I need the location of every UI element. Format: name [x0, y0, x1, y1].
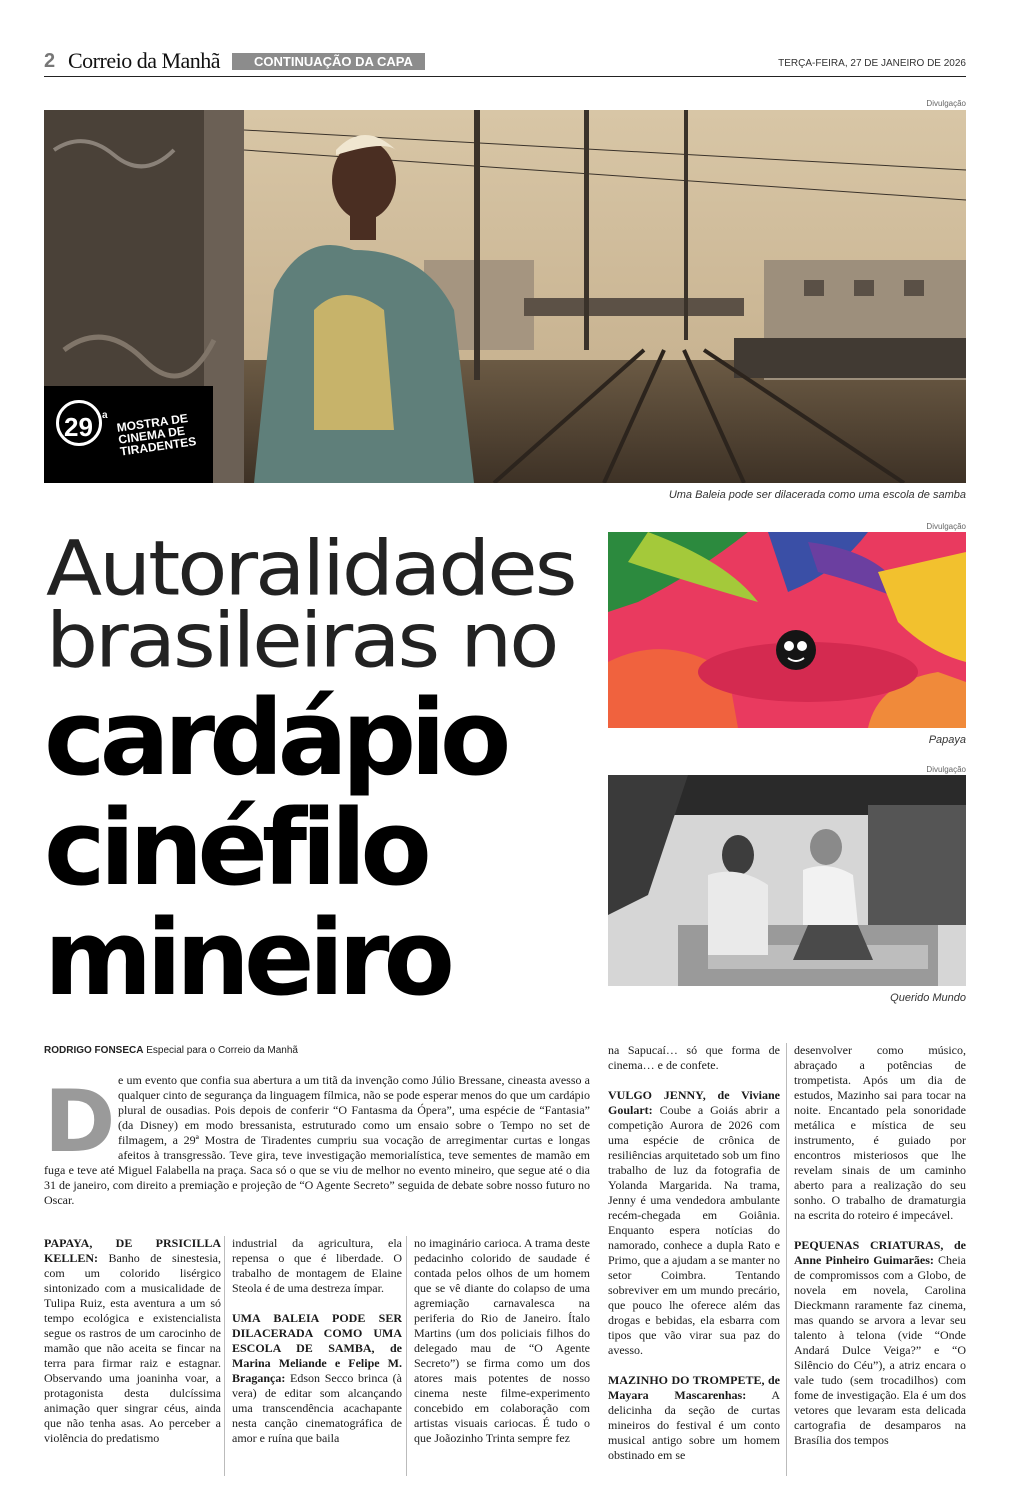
headline-line-4: cinéfilo — [44, 787, 426, 909]
badge-number: 29 — [64, 412, 93, 442]
column-1 — [44, 1236, 221, 1476]
issue-date: TERÇA-FEIRA, 27 DE JANEIRO DE 2026 — [778, 58, 966, 69]
masthead-rule — [44, 76, 966, 77]
papaya-credit: Divulgação — [926, 522, 966, 531]
drop-cap: D — [44, 1072, 116, 1172]
badge-ordinal: a — [102, 410, 108, 421]
papaya-illustration — [608, 532, 966, 728]
column-3-paragraph: no imaginário carioca. A trama deste pedacinho colorido de saudade é contada pelos olhos de um homem que se vê diante do colapso de uma agremiação carnavalesca na periferia do Rio de Janeiro. Ítalo Martins (um dos policiais filhos do delegado mau de “O Agente Secreto”) se firma como um dos atores mais potentes de nosso cinema neste filme-experimento concebido em colaboração com artistas visuais cariocas. É tudo o que Joãozinho Trinta sempre fez — [414, 1236, 590, 1445]
querido-credit: Divulgação — [926, 765, 966, 774]
mazinho-title: MAZINHO DO TROMPETE, de Mayara Mascarenhas: — [608, 1373, 780, 1402]
querido-mundo-caption: Querido Mundo — [890, 992, 966, 1004]
headline-line-5: mineiro — [44, 897, 449, 1019]
column-3 — [414, 1236, 590, 1476]
headline-line-2: brasileiras no — [46, 597, 557, 685]
column-4-paragraph: na Sapucaí… só que forma de cinema… e de confete. — [608, 1043, 780, 1072]
querido-mundo-illustration — [608, 775, 966, 986]
page-number: 2 — [44, 50, 56, 72]
baleia-body: Edson Secco brinca (à vera) de editar som alcançando uma transcendência acachapante nesta canção cinematográfica de amor e ruína que baila — [232, 1371, 402, 1445]
column-divider — [786, 1043, 787, 1476]
byline-role: Especial para o Correio da Manhã — [146, 1045, 298, 1056]
mazinho-body: A delicinha da seção de curtas mineiros do festival é um conto musical antigo sobre um homem obstinado em se — [608, 1388, 780, 1462]
festival-badge — [44, 386, 213, 483]
column-divider — [406, 1236, 407, 1476]
vulgo-jenny-title: VULGO JENNY, de Viviane Goulart: — [608, 1088, 780, 1117]
papaya-title: PAPAYA, DE PRSICILLA KELLEN: — [44, 1236, 221, 1265]
column-4 — [608, 1043, 780, 1476]
badge-text: MOSTRA DE CINEMA DE TIRADENTES — [115, 411, 198, 459]
pequenas-criaturas-body: Cheia de compromissos com a Globo, de novela em novela, Carolina Dieckmann raramente faz cinema, mas quando se arvora a levar seu talento à telona (vide “Onde Andará Dulce Veiga?” e “O Silêncio do Céu”), a atriz encara o vale tudo (sem trocadilhos) com fome de investigação. Ela é um dos vetores que levaram esta delicada cartografia de desamparos na Brasília dos tempos — [794, 1253, 966, 1447]
main-photo-caption: Uma Baleia pode ser dilacerada como uma escola de samba — [668, 489, 966, 501]
baleia-title: UMA BALEIA PODE SER DILACERADA COMO UMA ESCOLA DE SAMBA, de Marina Meliande e Felipe M. Bragança: — [232, 1311, 402, 1385]
masthead — [44, 50, 966, 74]
photo-credit: Divulgação — [926, 99, 966, 108]
column-5 — [794, 1043, 966, 1476]
column-divider — [224, 1236, 225, 1476]
section-tag: CONTINUAÇÃO DA CAPA — [232, 53, 425, 70]
column-5-paragraph: desenvolver como músico, abraçado a potências de trompetista. Após um dia de estudos, Mazinho sai para tocar na noite. Encantado pela sonoridade metálica e mística de seu instrumento, é guiado por encontros misteriosos que lhe revelam sinais de um caminho aberto para a realização do seu sonho. O trabalho de dramaturgia na escrita do roteiro é impecável. — [794, 1043, 966, 1222]
lead-paragraph — [44, 1072, 590, 1207]
column-2-paragraph: industrial da agricultura, ela repensa o que é liberdade. O trabalho de montagem de Elaine Steola é de uma destreza ímpar. — [232, 1236, 402, 1295]
byline — [44, 1045, 298, 1056]
headline-line-1: Autoralidades — [46, 525, 575, 613]
papaya-photo[interactable] — [608, 532, 966, 728]
vulgo-jenny-body: Coube a Goiás abrir a competição Aurora de 2026 com uma espécie de crônica de resiliências arquitetado sob um fino trabalho de luz da fotografia de Yolanda Margarida. Na trama, Jenny é uma vendedora ambulante recém-chegada em Goiânia. Enquanto espera notícias do namorado, conhece a dupla Rato e Primo, que a ajudam a se manter no setor Coimbra. Tentando sobreviver em um mundo precário, que pouco lhe oferece além das drogas e bebidas, ela esbarra com tipos que vão virar sua paz do avesso. — [608, 1103, 780, 1357]
column-2 — [232, 1236, 402, 1476]
papaya-caption: Papaya — [928, 734, 966, 746]
querido-mundo-photo[interactable] — [608, 775, 966, 986]
publication-name[interactable]: Correio da Manhã — [68, 48, 221, 73]
lead-text: e um evento que confia sua abertura a um titã da invenção como Júlio Bressane, cineasta avesso a qualquer cinto de segurança da linguagem fílmica, não se pode esperar menos do que um cardápio plural de ousadias. Pois depois de conferir “O Fantasma da Ópera”, uma espécie de “Fantasia” (da Disney) em modo bressanista, estruturado como um ensaio sobre o Tempo no set de filmagem, a 29ª Mostra de Tiradentes cumpriu sua vocação de arregimentar curtas e longas afeitos à transgressão. Teve gira, teve investigação memorialística, teve sementes de mamão em fuga e teve até Miguel Falabella na praça. Saca só o que se viu de melhor no evento mineiro, que segue até o dia 31 de janeiro, com direito a premiação e projeção de “O Agente Secreto” seguida de debate sobre nosso futuro no Oscar. — [44, 1073, 590, 1207]
byline-author: RODRIGO FONSECA — [44, 1045, 144, 1056]
headline-line-3: cardápio — [44, 677, 506, 799]
papaya-body: Banho de sinestesia, com um colorido lisérgico sintonizado com a musicalidade de Tulipa Ruiz, esta aventura a um só tempo ecológica e existencialista segue os rastros de um carocinho de mamão que não aceita se fincar na terra para firmar raiz e estagnar. Observando uma joaninha voar, a protagonista desta dulcíssima animação quer singrar céus, ainda que não tenha asas. Ao perceber a violência do predatismo — [44, 1251, 221, 1445]
pequenas-criaturas-title: PEQUENAS CRIATURAS, de Anne Pinheiro Guimarães: — [794, 1238, 966, 1267]
